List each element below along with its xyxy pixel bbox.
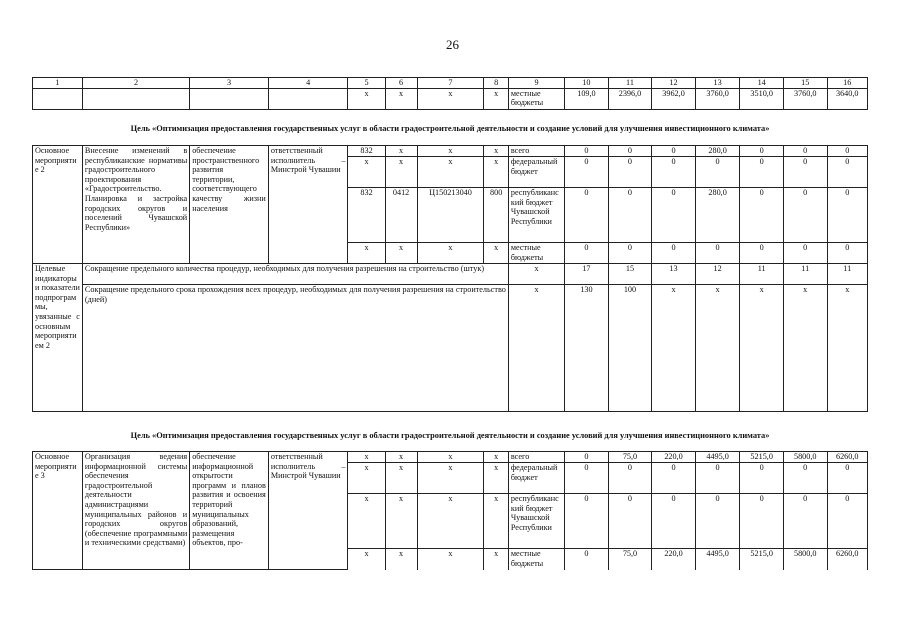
value-cell: 0 (608, 494, 652, 549)
col-num: 10 (565, 78, 609, 89)
budget-source: местные бюджеты (508, 88, 564, 109)
value-cell: 0 (827, 146, 868, 157)
measure-name: Основное мероприятие 2 (33, 146, 83, 264)
cell: x (484, 463, 508, 494)
value-cell: 0 (740, 494, 784, 549)
budget-source: федеральный бюджет (508, 157, 564, 188)
goal-heading: Цель «Оптимизация предоставления государственных услуг в области градостроительной деятельности и создание условий для улучшения инвестиционного климата» (130, 431, 770, 440)
value-cell: 2396,0 (608, 88, 652, 109)
value-cell: 0 (695, 157, 740, 188)
value-cell: 0 (565, 243, 609, 264)
responsible: ответственный исполнитель – Минстрой Чувашии (268, 146, 348, 264)
value-cell: 220,0 (652, 549, 696, 570)
value-cell: 11 (783, 264, 827, 285)
value-cell: 280,0 (695, 146, 740, 157)
cell: x (417, 494, 484, 549)
value-cell: 0 (565, 463, 609, 494)
cell: x (348, 494, 385, 549)
value-cell: 0 (652, 146, 696, 157)
cell: x (348, 463, 385, 494)
budget-source: всего (508, 452, 564, 463)
value-cell: 0 (740, 463, 784, 494)
col-num: 8 (484, 78, 508, 89)
value-cell: 0 (652, 243, 696, 264)
measure-description: Внесение изменений в республиканские нормативы градостроительного проектирования «Градостроительство. Планировка и застройка городских округов и поселений Чувашской Республики» (82, 146, 189, 264)
value-cell: 0 (652, 188, 696, 243)
value-cell: 130 (565, 285, 609, 412)
value-cell: 75,0 (608, 549, 652, 570)
cell: x (484, 157, 508, 188)
value-cell: 0 (608, 146, 652, 157)
col-num: 11 (608, 78, 652, 89)
value-cell: 0 (565, 549, 609, 570)
value-cell: 0 (827, 494, 868, 549)
table-row (33, 264, 868, 285)
table-header-section (32, 77, 868, 110)
value-cell: 0 (783, 494, 827, 549)
cell: x (348, 452, 385, 463)
cell: x (417, 243, 484, 264)
value-cell: 0 (783, 243, 827, 264)
col-num: 15 (783, 78, 827, 89)
value-cell: 0 (695, 494, 740, 549)
value-cell: 0 (783, 157, 827, 188)
col-num: 13 (695, 78, 740, 89)
responsible: ответственный исполнитель – Минстрой Чувашии (268, 452, 348, 570)
goal-heading: Цель «Оптимизация предоставления государственных услуг в области градостроительной деятельности и создание условий для улучшения инвестиционного климата» (130, 124, 770, 133)
value-cell: 0 (608, 243, 652, 264)
measure-goal: обеспечение информационной открытости программ и планов развития и освоения территорий муниципальных образований, размещения объектов, про- (190, 452, 269, 570)
value-cell: x (827, 285, 868, 412)
value-cell: 280,0 (695, 188, 740, 243)
cell: x (417, 88, 484, 109)
value-cell: 12 (695, 264, 740, 285)
value-cell: 3760,0 (783, 88, 827, 109)
cell: Ц150213040 (417, 188, 484, 243)
cell: x (417, 146, 484, 157)
col-num: 16 (827, 78, 868, 89)
value-cell: 109,0 (565, 88, 609, 109)
col-num: 5 (348, 78, 385, 89)
col-num: 2 (82, 78, 189, 89)
value-cell: 15 (608, 264, 652, 285)
table-block-2 (32, 145, 868, 412)
value-cell: 5215,0 (740, 549, 784, 570)
value-cell: 3640,0 (827, 88, 868, 109)
cell: x (385, 452, 417, 463)
cell: 832 (348, 188, 385, 243)
cell: x (348, 88, 385, 109)
cell: x (484, 452, 508, 463)
value-cell: 0 (565, 188, 609, 243)
indicator-text: Сокращение предельного срока прохождения всех процедур, необходимых для получения разрешения на строительство (дней) (82, 285, 508, 412)
value-cell: 5800,0 (783, 549, 827, 570)
value-cell: 0 (652, 463, 696, 494)
value-cell: 0 (652, 494, 696, 549)
value-cell: 0 (827, 157, 868, 188)
value-cell: 0 (740, 243, 784, 264)
value-cell: 75,0 (608, 452, 652, 463)
cell: x (385, 88, 417, 109)
cell: x (385, 243, 417, 264)
value-cell: 0 (608, 463, 652, 494)
value-cell: 220,0 (652, 452, 696, 463)
cell: x (348, 243, 385, 264)
cell: x (385, 157, 417, 188)
value-cell: 0 (565, 157, 609, 188)
column-number-row (33, 78, 868, 89)
value-cell: 11 (740, 264, 784, 285)
cell: 800 (484, 188, 508, 243)
cell: 832 (348, 146, 385, 157)
budget-source: республиканский бюджет Чувашской Республики (508, 494, 564, 549)
cell: x (417, 463, 484, 494)
budget-source: республиканский бюджет Чувашской Республики (508, 188, 564, 243)
value-cell: 4495,0 (695, 549, 740, 570)
cell: x (385, 549, 417, 570)
cell: x (484, 88, 508, 109)
value-cell: 3962,0 (652, 88, 696, 109)
table-block-3 (32, 451, 868, 570)
table-row (33, 146, 868, 157)
col-num: 7 (417, 78, 484, 89)
budget-source: местные бюджеты (508, 243, 564, 264)
value-cell: 6260,0 (827, 549, 868, 570)
value-cell: x (652, 285, 696, 412)
cell: x (508, 264, 564, 285)
value-cell: 0 (652, 157, 696, 188)
cell: x (484, 549, 508, 570)
value-cell: 0 (608, 188, 652, 243)
value-cell: 0 (695, 243, 740, 264)
cell: x (484, 494, 508, 549)
col-num: 3 (190, 78, 269, 89)
page-number: 26 (446, 37, 459, 52)
cell: x (385, 146, 417, 157)
cell: x (348, 549, 385, 570)
value-cell: 0 (740, 188, 784, 243)
value-cell: 3510,0 (740, 88, 784, 109)
cell: x (417, 157, 484, 188)
value-cell: 6260,0 (827, 452, 868, 463)
value-cell: 0 (608, 157, 652, 188)
target-indicators-label: Целевые индикаторы и показатели подпрограммы, увязанные с основным мероприятием 2 (33, 264, 83, 412)
value-cell: 0 (565, 146, 609, 157)
col-num: 6 (385, 78, 417, 89)
budget-source: всего (508, 146, 564, 157)
cell: x (417, 452, 484, 463)
value-cell: 0 (783, 146, 827, 157)
col-num: 4 (268, 78, 348, 89)
cell: x (508, 285, 564, 412)
measure-goal: обеспечение пространственного развития территории, соответствующего качеству жизни населения (190, 146, 269, 264)
value-cell: 5215,0 (740, 452, 784, 463)
measure-description: Организация ведения информационной системы обеспечения градостроительной деятельности администрациями муниципальных районов и городских округов (обеспечение программными и техническими средствами) (82, 452, 189, 570)
value-cell: 0 (827, 188, 868, 243)
value-cell: 0 (827, 243, 868, 264)
budget-source: федеральный бюджет (508, 463, 564, 494)
value-cell: x (783, 285, 827, 412)
budget-source: местные бюджеты (508, 549, 564, 570)
table-row (33, 88, 868, 109)
value-cell: 0 (827, 463, 868, 494)
col-num: 9 (508, 78, 564, 89)
indicator-text: Сокращение предельного количества процедур, необходимых для получения разрешения на строительство (штук) (82, 264, 508, 285)
value-cell: 11 (827, 264, 868, 285)
value-cell: 0 (783, 463, 827, 494)
value-cell: 4495,0 (695, 452, 740, 463)
value-cell: 13 (652, 264, 696, 285)
value-cell: 0 (740, 157, 784, 188)
value-cell: 0 (565, 494, 609, 549)
value-cell: 0 (695, 463, 740, 494)
value-cell: x (695, 285, 740, 412)
cell: x (484, 146, 508, 157)
value-cell: 0 (783, 188, 827, 243)
cell: x (484, 243, 508, 264)
measure-name: Основное мероприятие 3 (33, 452, 83, 570)
cell: 0412 (385, 188, 417, 243)
cell: x (385, 494, 417, 549)
cell: x (385, 463, 417, 494)
value-cell: 3760,0 (695, 88, 740, 109)
cell: x (417, 549, 484, 570)
col-num: 12 (652, 78, 696, 89)
col-num: 1 (33, 78, 83, 89)
table-row (33, 285, 868, 412)
value-cell: 100 (608, 285, 652, 412)
value-cell: x (740, 285, 784, 412)
table-row (33, 452, 868, 463)
value-cell: 5800,0 (783, 452, 827, 463)
value-cell: 0 (565, 452, 609, 463)
value-cell: 0 (740, 146, 784, 157)
col-num: 14 (740, 78, 784, 89)
value-cell: 17 (565, 264, 609, 285)
cell: x (348, 157, 385, 188)
